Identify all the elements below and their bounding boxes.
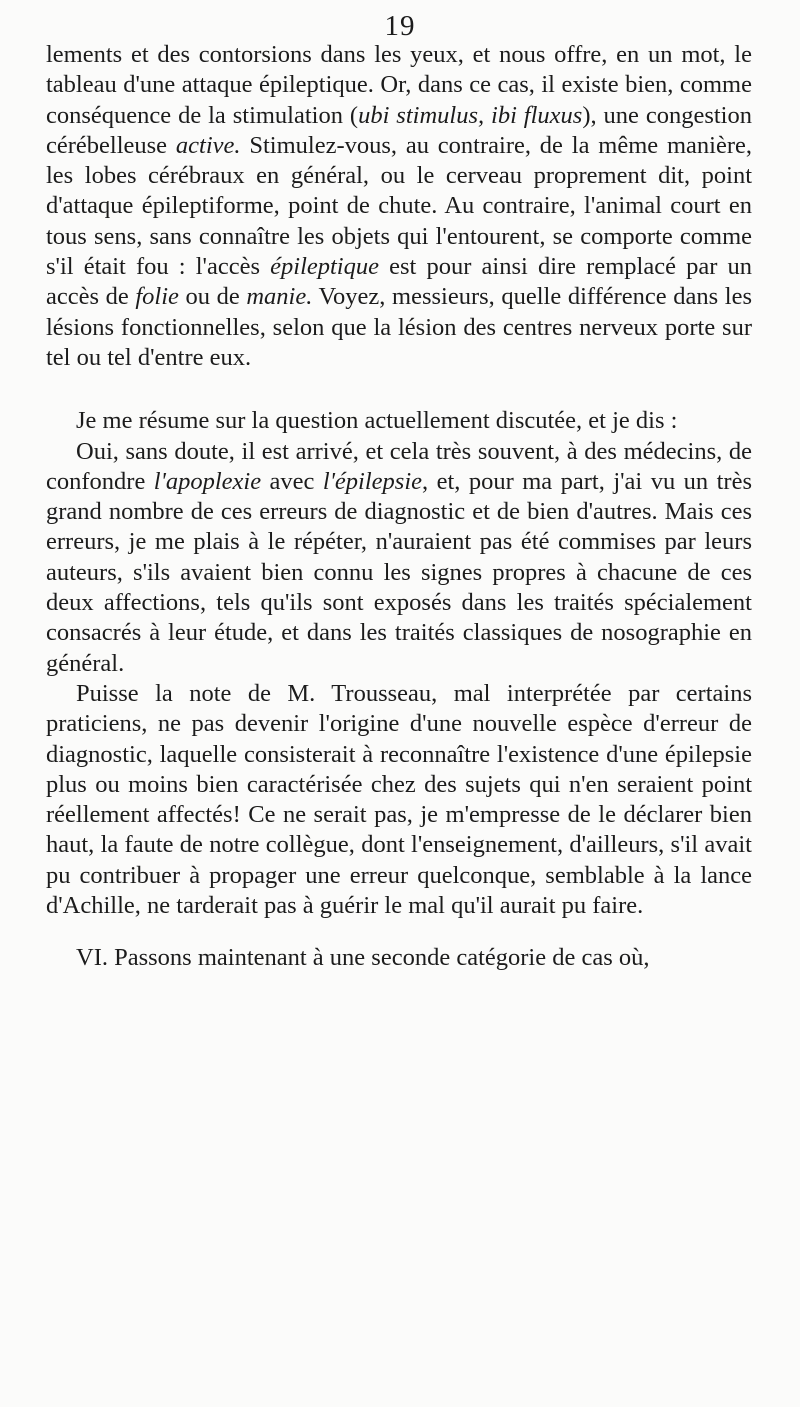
italic-text: ubi stimulus, ibi fluxus — [358, 101, 583, 129]
paragraph-3 — [46, 437, 752, 679]
text-run: Je me résume sur la question actuellement discutée, et je dis : — [76, 407, 678, 435]
text-run: est pour ainsi dire remplacé par un accès de — [46, 253, 752, 311]
text-run: lements et des contorsions dans les yeux, et nous offre, en un mot, le tableau d'une attaque épileptique. Or, dans ce cas, il existe bien, comme conséquence de la stimulation ( — [46, 41, 752, 129]
text-run: VI. Passons maintenant à une seconde catégorie de cas où, — [76, 944, 650, 972]
italic-text: l'épilepsie — [322, 467, 423, 495]
text-run: Oui, sans doute, il est arrivé, et cela très souvent, à des médecins, de confondre — [46, 437, 752, 495]
italic-text: épileptique — [270, 253, 379, 281]
italic-text: active. — [175, 131, 241, 159]
italic-text: manie. — [246, 283, 313, 311]
text-run: Stimulez-vous, au contraire, de la même manière, les lobes cérébraux en général, ou le cerveau proprement dit, point d'attaque épileptiforme, point de chute. Au contraire, l'animal court en tous sens, sans connaître les objets qui l'entourent, se comporte comme s'il était fou : l'accès — [46, 131, 752, 281]
paragraph-1 — [46, 40, 752, 373]
text-run: Puisse la note de M. Trousseau, mal interprétée par certains praticiens, ne pas devenir l'origine d'une nouvelle espèce d'erreur de diagnostic, laquelle consisterait à reconnaître l'existence d'une épilepsie plus ou moins bien caractérisée chez des sujets qui n'en seraient point réellement affectés! Ce ne serait pas, je m'empresse de le déclarer bien haut, la faute de notre collègue, dont l'enseignement, d'ailleurs, s'il avait pu contribuer à propager une erreur quelconque, semblable à la lance d'Achille, ne tarderait pas à guérir le mal qu'il aurait pu faire. — [46, 679, 752, 920]
body-text — [46, 40, 752, 974]
text-run: ), une congestion cérébelleuse — [46, 101, 752, 159]
paragraph-4 — [46, 679, 752, 921]
text-run: Voyez, messieurs, quelle différence dans les lésions fonctionnelles, selon que la lésion des centres nerveux porte sur tel ou tel d'entre eux. — [46, 283, 753, 371]
text-run: ou de — [178, 283, 247, 311]
page-number: 19 — [384, 10, 416, 42]
text-run: avec — [261, 467, 323, 495]
text-run: , et, pour ma part, j'ai vu un très grand nombre de ces erreurs de diagnostic et de bien d'autres. Mais ces erreurs, je me plais à le répéter, n'auraient pas été commises par leurs auteurs, s'ils avaient bien connu les signes propres à chacune de ces deux affections, tels qu'ils sont exposés dans les traités spécialement consacrés à leur étude, et dans les traités classiques de nosographie en général. — [46, 467, 752, 677]
paragraph-5 — [46, 943, 752, 973]
italic-text: folie — [135, 283, 179, 311]
italic-text: l'apoplexie — [153, 467, 262, 495]
paragraph-2 — [46, 406, 752, 436]
